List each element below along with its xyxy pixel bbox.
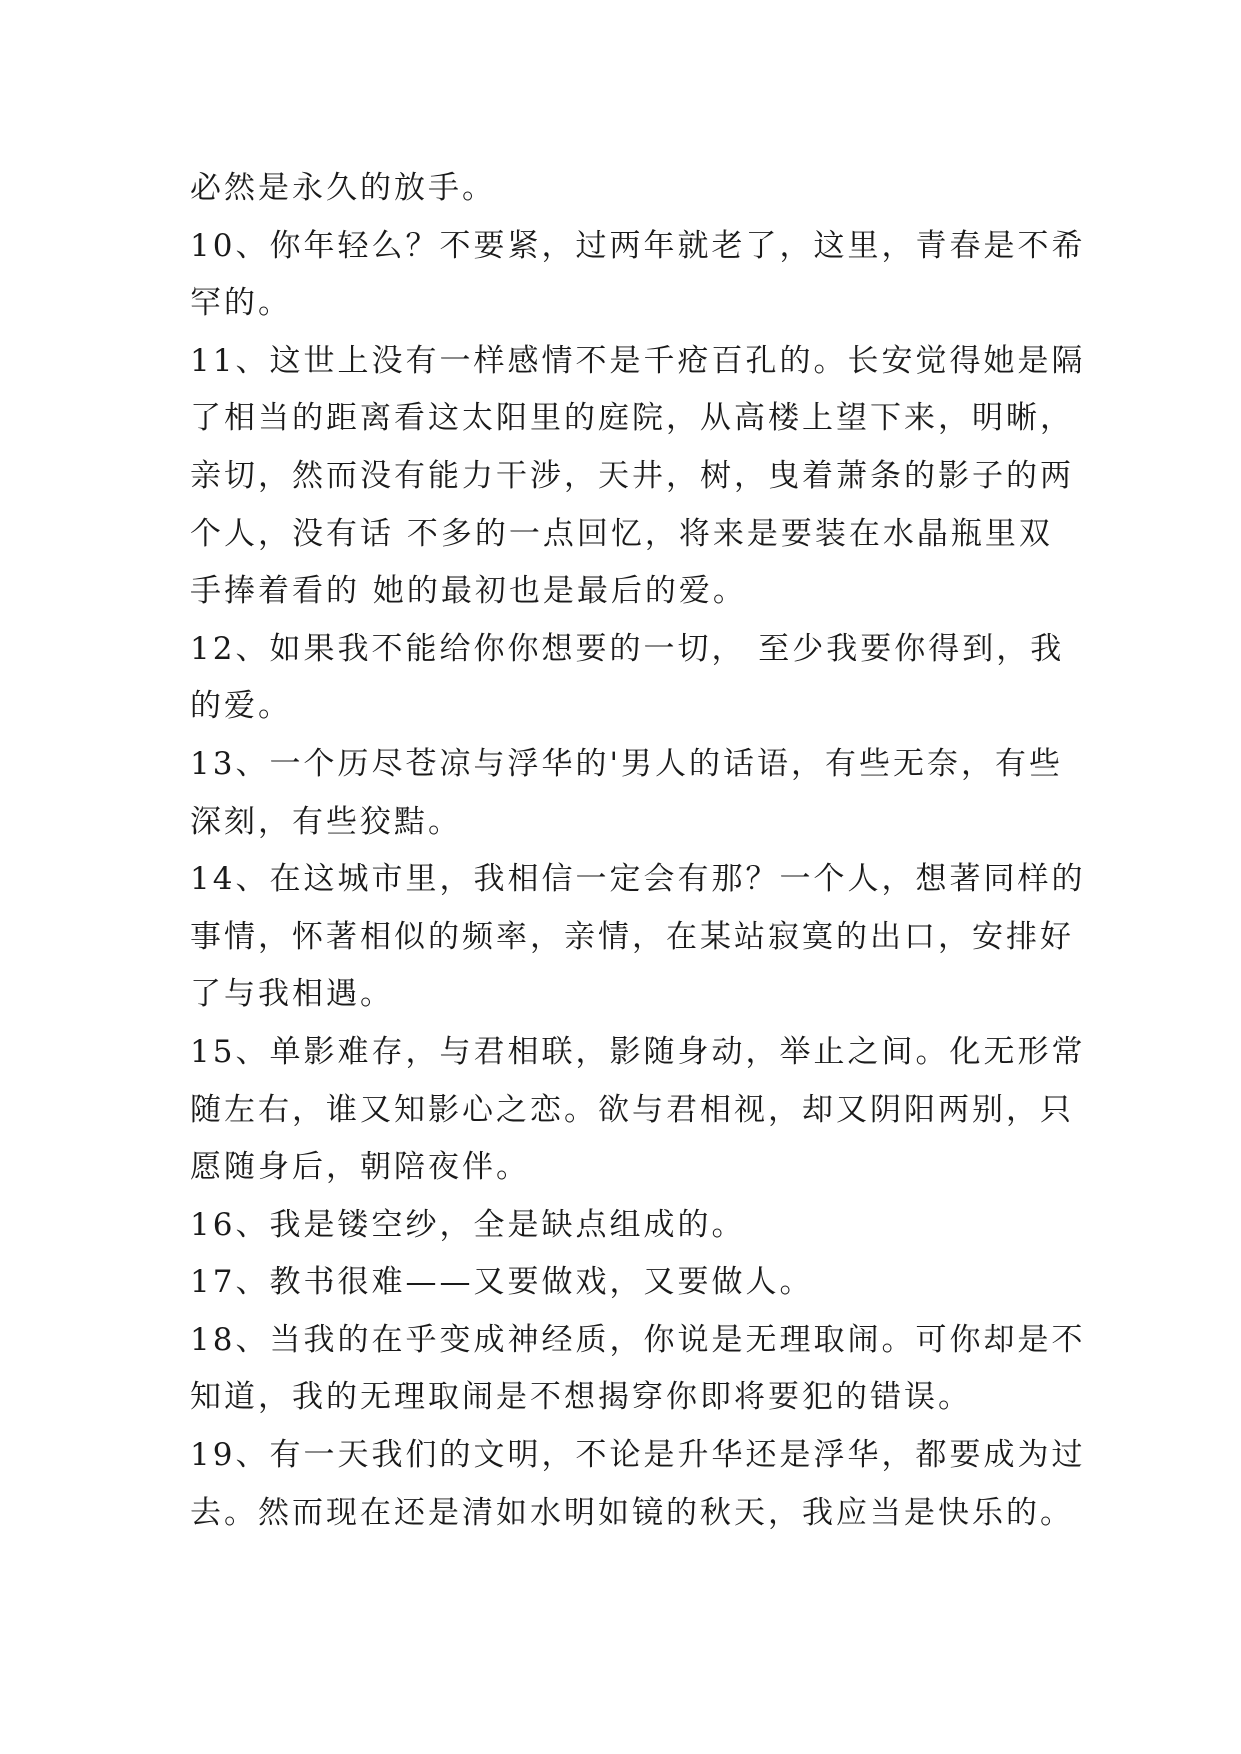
text-line: 17、教书很难——又要做戏，又要做人。 xyxy=(190,1264,814,1301)
text-line: 个人，没有话 不多的一点回忆，将来是要装在水晶瓶里双 xyxy=(190,515,1053,552)
text-line: 15、单影难存，与君相联，影随身动，举止之间。化无形常 xyxy=(190,1033,1086,1070)
text-line: 16、我是镂空纱，全是缺点组成的。 xyxy=(190,1206,746,1243)
text-line: 13、一个历尽苍凉与浮华的'男人的话语，有些无奈，有些 xyxy=(190,745,1063,782)
text-line: 愿随身后，朝陪夜伴。 xyxy=(190,1149,530,1186)
text-line: 14、在这城市里，我相信一定会有那？一个人，想著同样的 xyxy=(190,861,1086,898)
text-line: 随左右，谁又知影心之恋。欲与君相视，却又阴阳两别，只 xyxy=(190,1091,1074,1128)
text-line: 10、你年轻么？不要紧，过两年就老了，这里，青春是不希 xyxy=(190,227,1086,264)
text-line: 11、这世上没有一样感情不是千疮百孔的。长安觉得她是隔 xyxy=(190,342,1086,379)
text-line: 亲切，然而没有能力干涉，天井，树，曳着萧条的影子的两 xyxy=(190,457,1074,494)
text-line: 了与我相遇。 xyxy=(190,976,394,1013)
text-line: 了相当的距离看这太阳里的庭院，从高楼上望下来，明晰， xyxy=(190,400,1074,437)
document-body xyxy=(190,160,1090,1542)
text-line: 去。然而现在还是清如水明如镜的秋天，我应当是快乐的。 xyxy=(190,1494,1074,1531)
text-line: 的爱。 xyxy=(190,688,292,725)
text-line: 18、当我的在乎变成神经质，你说是无理取闹。可你却是不 xyxy=(190,1321,1086,1358)
text-line: 19、有一天我们的文明，不论是升华还是浮华，都要成为过 xyxy=(190,1437,1086,1474)
text-line: 12、如果我不能给你你想要的一切， 至少我要你得到，我 xyxy=(190,630,1065,667)
text-line: 手捧着看的 她的最初也是最后的爱。 xyxy=(190,573,747,610)
text-line: 知道，我的无理取闹是不想揭穿你即将要犯的错误。 xyxy=(190,1379,972,1416)
text-line: 深刻，有些狡黠。 xyxy=(190,803,462,840)
text-line: 罕的。 xyxy=(190,285,292,322)
text-line: 必然是永久的放手。 xyxy=(190,170,496,206)
text-line: 事情，怀著相似的频率，亲情，在某站寂寞的出口，安排好 xyxy=(190,918,1074,955)
